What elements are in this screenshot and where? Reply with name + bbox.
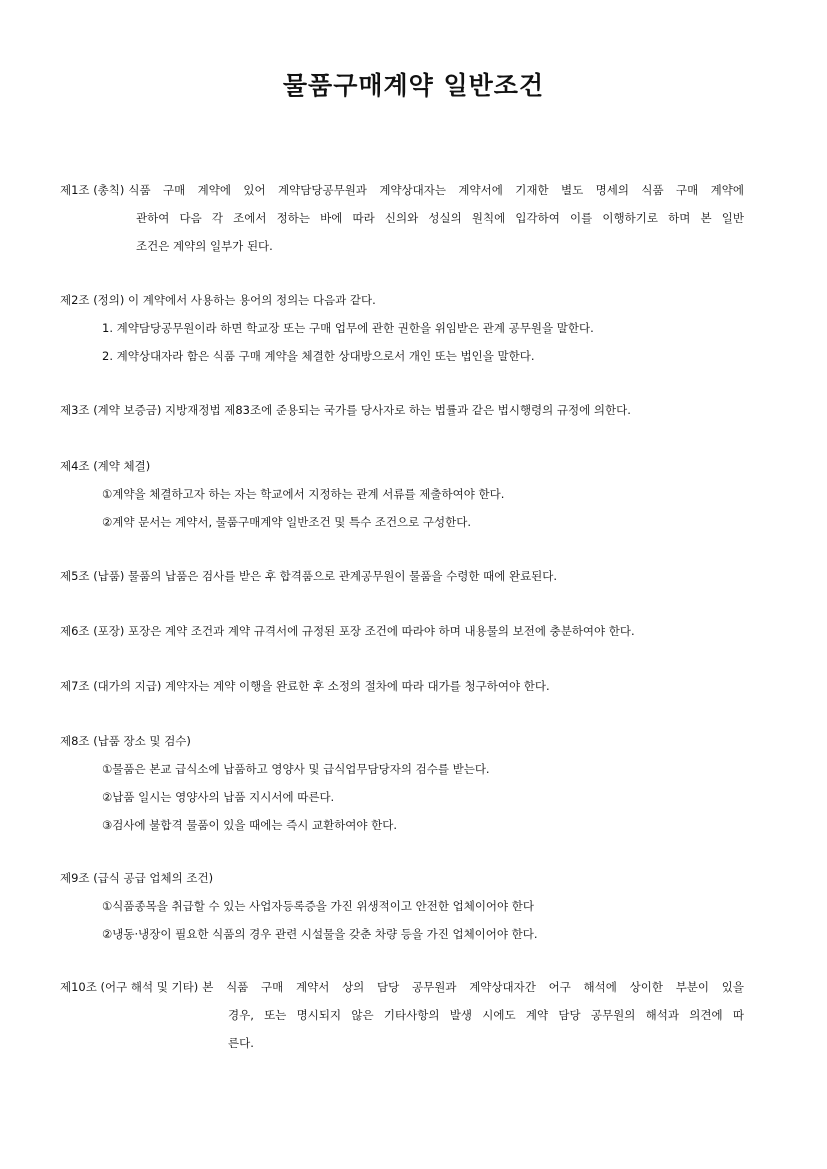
article-6-heading: 제6조 (포장) 포장은 계약 조건과 계약 규격서에 규정된 포장 조건에 따라야 하며 내용물의 보전에 충분하여야 한다. bbox=[60, 624, 635, 638]
article-4-item-1: ①계약을 체결하고자 하는 자는 학교에서 지정하는 관계 서류를 제출하여야 한다. bbox=[102, 487, 505, 501]
article-8-item-1: ①물품은 본교 급식소에 납품하고 영양사 및 급식업무담당자의 검수를 받는다. bbox=[102, 762, 490, 776]
article-4 bbox=[60, 458, 744, 542]
article-2 bbox=[60, 292, 744, 376]
article-1-heading: 제1조 (총칙) bbox=[60, 183, 125, 197]
article-7-heading: 제7조 (대가의 지급) 계약자는 계약 이행을 완료한 후 소정의 절차에 따라 대가를 청구하여야 한다. bbox=[60, 679, 550, 693]
article-9-heading: 제9조 (급식 공급 업체의 조건) bbox=[60, 871, 214, 885]
article-3 bbox=[60, 402, 744, 430]
article-10-heading: 제10조 (어구 해석 및 기타) bbox=[60, 980, 199, 994]
article-2-item-2: 2. 계약상대자라 함은 식품 구매 계약을 체결한 상대방으로서 개인 또는 법인을 말한다. bbox=[102, 349, 535, 363]
article-1 bbox=[60, 182, 744, 266]
article-10-line-2: 경우, 또는 명시되지 않은 기타사항의 발생 시에도 계약 담당 공무원의 해석과 의견에 따 bbox=[228, 1008, 744, 1022]
article-8-item-3: ③검사에 불합격 물품이 있을 때에는 즉시 교환하여야 한다. bbox=[102, 818, 398, 832]
article-8 bbox=[60, 733, 744, 845]
article-1-line-2: 관하여 다음 각 조에서 정하는 바에 따라 신의와 성실의 원칙에 입각하여 이를 이행하기로 하며 본 일반 bbox=[136, 211, 744, 225]
article-5-heading: 제5조 (납품) 물품의 납품은 검사를 받은 후 합격품으로 관계공무원이 물품을 수령한 때에 완료된다. bbox=[60, 569, 558, 583]
article-10 bbox=[60, 979, 744, 1063]
article-4-heading: 제4조 (계약 체결) bbox=[60, 459, 151, 473]
article-10-line-1: 본 식품 구매 계약서 상의 담당 공무원과 계약상대자간 어구 해석에 상이한 부분이 있을 bbox=[202, 980, 744, 994]
article-1-line-3: 조건은 계약의 일부가 된다. bbox=[136, 239, 273, 253]
document-title: 물품구매계약 일반조건 bbox=[282, 71, 545, 100]
article-3-heading: 제3조 (계약 보증금) 지방재정법 제83조에 준용되는 국가를 당사자로 하는 법률과 같은 법시행령의 규정에 의한다. bbox=[60, 403, 631, 417]
article-2-item-1: 1. 계약담당공무원이라 하면 학교장 또는 구매 업무에 관한 권한을 위임받은 관계 공무원을 말한다. bbox=[102, 321, 594, 335]
article-7 bbox=[60, 678, 744, 706]
article-6 bbox=[60, 623, 744, 651]
article-9-item-2: ②냉동·냉장이 필요한 식품의 경우 관련 시설물을 갖춘 차량 등을 가진 업체이어야 한다. bbox=[102, 927, 538, 941]
article-10-line-3: 른다. bbox=[228, 1036, 254, 1050]
article-4-item-2: ②계약 문서는 계약서, 물품구매계약 일반조건 및 특수 조건으로 구성한다. bbox=[102, 515, 472, 529]
article-8-item-2: ②납품 일시는 영양사의 납품 지시서에 따른다. bbox=[102, 790, 335, 804]
article-2-heading: 제2조 (정의) 이 계약에서 사용하는 용어의 정의는 다음과 같다. bbox=[60, 293, 376, 307]
article-5 bbox=[60, 568, 744, 596]
article-9-item-1: ①식품종목을 취급할 수 있는 사업자등록증을 가진 위생적이고 안전한 업체이어야 한다 bbox=[102, 899, 535, 913]
article-9 bbox=[60, 870, 744, 954]
article-1-line-1: 식품 구매 계약에 있어 계약담당공무원과 계약상대자는 계약서에 기재한 별도 명세의 식품 구매 계약에 bbox=[128, 183, 744, 197]
article-8-heading: 제8조 (납품 장소 및 검수) bbox=[60, 734, 191, 748]
